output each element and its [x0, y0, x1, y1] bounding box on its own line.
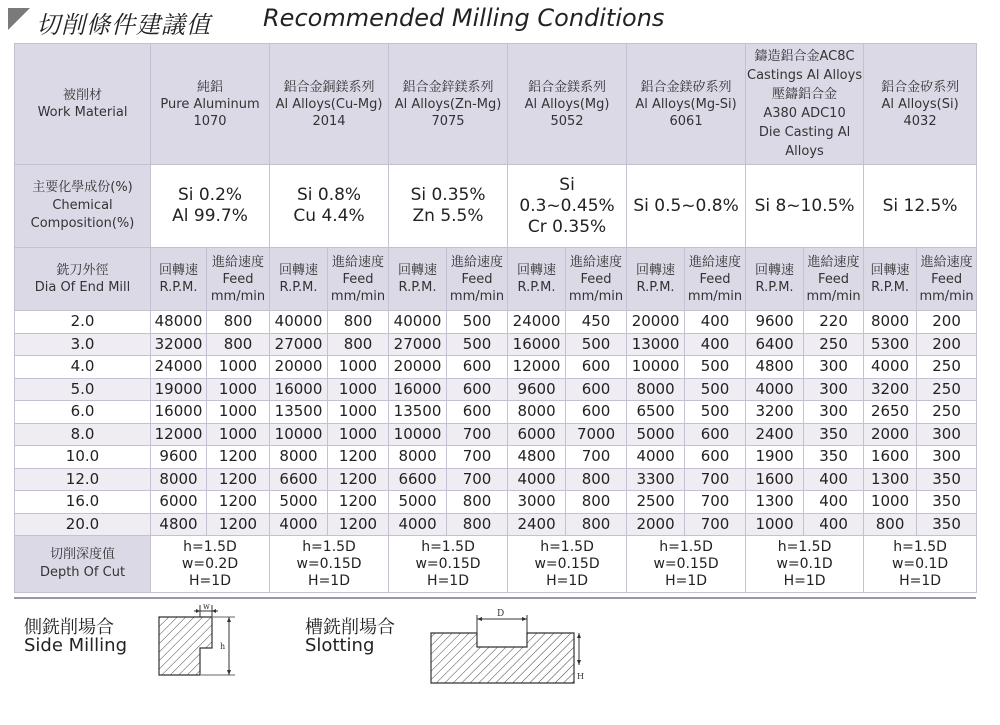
feed-cell: 1200 [328, 446, 389, 469]
material-header: 鋁合金銅鎂系列 Al Alloys(Cu-Mg) 2014 [270, 44, 389, 165]
rpm-cell: 9600 [151, 446, 207, 469]
milling-conditions-table [14, 43, 977, 593]
feed-cell: 1200 [328, 513, 389, 536]
feed-cell: 350 [917, 513, 977, 536]
dia-cell: 2.0 [15, 311, 151, 334]
rpm-cell: 2000 [864, 423, 917, 446]
feed-cell: 1000 [207, 378, 270, 401]
feed-cell: 1000 [207, 401, 270, 424]
rpm-cell: 8000 [270, 446, 328, 469]
feed-cell: 1200 [207, 491, 270, 514]
feed-cell: 250 [917, 401, 977, 424]
rpm-cell: 4000 [270, 513, 328, 536]
composition-row [15, 165, 977, 248]
rpm-header: 回轉速 R.P.M. [270, 248, 328, 311]
table-row [15, 333, 977, 356]
feed-cell: 800 [207, 311, 270, 334]
feed-cell: 700 [685, 468, 746, 491]
dia-cell: 12.0 [15, 468, 151, 491]
rpm-cell: 12000 [508, 356, 566, 379]
depth-cell: h=1.5D w=0.15D H=1D [389, 536, 508, 593]
feed-cell: 600 [566, 378, 627, 401]
feed-cell: 400 [804, 513, 864, 536]
feed-cell: 220 [804, 311, 864, 334]
rpm-cell: 2000 [627, 513, 685, 536]
feed-cell: 600 [566, 401, 627, 424]
table-row [15, 356, 977, 379]
feed-cell: 300 [917, 423, 977, 446]
rpm-cell: 2650 [864, 401, 917, 424]
rpm-cell: 8000 [508, 401, 566, 424]
rpm-cell: 16000 [270, 378, 328, 401]
rpm-cell: 9600 [746, 311, 804, 334]
feed-header: 進給速度 Feed mm/min [566, 248, 627, 311]
feed-cell: 300 [804, 401, 864, 424]
rpm-cell: 8000 [627, 378, 685, 401]
feed-cell: 600 [447, 401, 508, 424]
rpm-cell: 1300 [746, 491, 804, 514]
feed-cell: 500 [685, 401, 746, 424]
depth-cell: h=1.5D w=0.15D H=1D [270, 536, 389, 593]
rpm-cell: 48000 [151, 311, 207, 334]
rpm-cell: 2400 [746, 423, 804, 446]
rpm-cell: 10000 [270, 423, 328, 446]
depth-cell: h=1.5D w=0.15D H=1D [508, 536, 627, 593]
rpm-cell: 6500 [627, 401, 685, 424]
column-header-row [15, 248, 977, 311]
rpm-cell: 16000 [508, 333, 566, 356]
feed-cell: 1200 [328, 491, 389, 514]
feed-header: 進給速度 Feed mm/min [804, 248, 864, 311]
feed-header: 進給速度 Feed mm/min [447, 248, 508, 311]
feed-cell: 1000 [328, 401, 389, 424]
rpm-cell: 4800 [508, 446, 566, 469]
depth-cell: h=1.5D w=0.15D H=1D [627, 536, 746, 593]
svg-text:D: D [497, 609, 505, 619]
feed-cell: 1200 [207, 468, 270, 491]
rpm-cell: 24000 [508, 311, 566, 334]
feed-header: 進給速度 Feed mm/min [328, 248, 389, 311]
dia-cell: 4.0 [15, 356, 151, 379]
composition-cell: Si 0.8% Cu 4.4% [270, 165, 389, 248]
feed-cell: 400 [804, 491, 864, 514]
rpm-cell: 4800 [746, 356, 804, 379]
material-header: 純鋁 Pure Aluminum 1070 [151, 44, 270, 165]
rpm-cell: 2500 [627, 491, 685, 514]
rpm-cell: 1600 [746, 468, 804, 491]
rpm-cell: 3000 [508, 491, 566, 514]
rpm-cell: 16000 [389, 378, 447, 401]
rpm-cell: 3200 [746, 401, 804, 424]
feed-cell: 800 [207, 333, 270, 356]
feed-cell: 500 [566, 333, 627, 356]
feed-cell: 1000 [207, 356, 270, 379]
rpm-cell: 5000 [627, 423, 685, 446]
feed-cell: 300 [804, 378, 864, 401]
feed-cell: 200 [917, 311, 977, 334]
rpm-cell: 3200 [864, 378, 917, 401]
material-header: 鋁合金鎂系列 Al Alloys(Mg) 5052 [508, 44, 627, 165]
feed-cell: 1000 [328, 423, 389, 446]
rpm-cell: 800 [864, 513, 917, 536]
material-header-row [15, 44, 977, 165]
rpm-cell: 4000 [864, 356, 917, 379]
feed-cell: 1200 [207, 513, 270, 536]
feed-cell: 600 [566, 356, 627, 379]
feed-cell: 600 [685, 423, 746, 446]
rpm-cell: 13000 [627, 333, 685, 356]
feed-cell: 1000 [328, 378, 389, 401]
rpm-cell: 40000 [270, 311, 328, 334]
rpm-cell: 20000 [270, 356, 328, 379]
feed-cell: 400 [685, 311, 746, 334]
feed-header: 進給速度 Feed mm/min [685, 248, 746, 311]
feed-cell: 250 [917, 378, 977, 401]
feed-cell: 700 [447, 468, 508, 491]
page-header [0, 0, 1000, 42]
rpm-cell: 13500 [270, 401, 328, 424]
dia-cell: 10.0 [15, 446, 151, 469]
data-rows [15, 311, 977, 536]
rpm-cell: 3300 [627, 468, 685, 491]
rpm-cell: 6400 [746, 333, 804, 356]
rpm-cell: 10000 [389, 423, 447, 446]
rpm-cell: 1000 [864, 491, 917, 514]
dia-cell: 6.0 [15, 401, 151, 424]
feed-cell: 1000 [207, 423, 270, 446]
rpm-cell: 6000 [508, 423, 566, 446]
feed-cell: 200 [917, 333, 977, 356]
dia-cell: 3.0 [15, 333, 151, 356]
triangle-icon [8, 8, 38, 38]
rpm-cell: 5000 [270, 491, 328, 514]
rpm-cell: 12000 [151, 423, 207, 446]
table-row [15, 378, 977, 401]
depth-label: 切削深度值 Depth Of Cut [15, 536, 151, 593]
rpm-cell: 19000 [151, 378, 207, 401]
rpm-cell: 20000 [627, 311, 685, 334]
work-material-label: 被削材 Work Material [15, 44, 151, 165]
rpm-cell: 9600 [508, 378, 566, 401]
side-milling-diagram [157, 603, 257, 683]
dia-cell: 20.0 [15, 513, 151, 536]
feed-cell: 800 [566, 513, 627, 536]
feed-cell: 350 [917, 468, 977, 491]
rpm-cell: 6600 [389, 468, 447, 491]
feed-cell: 500 [685, 356, 746, 379]
rpm-cell: 13500 [389, 401, 447, 424]
depth-cell: h=1.5D w=0.2D H=1D [151, 536, 270, 593]
feed-cell: 800 [566, 491, 627, 514]
svg-text:H: H [577, 672, 584, 681]
feed-cell: 500 [447, 333, 508, 356]
feed-cell: 7000 [566, 423, 627, 446]
rpm-cell: 27000 [389, 333, 447, 356]
rpm-cell: 4800 [151, 513, 207, 536]
composition-cell: Si 0.35% Zn 5.5% [389, 165, 508, 248]
rpm-cell: 8000 [864, 311, 917, 334]
rpm-cell: 6600 [270, 468, 328, 491]
feed-cell: 800 [447, 491, 508, 514]
rpm-header: 回轉速 R.P.M. [389, 248, 447, 311]
table-row [15, 401, 977, 424]
feed-cell: 350 [804, 446, 864, 469]
table-row [15, 446, 977, 469]
composition-cell: Si 0.3~0.45% Cr 0.35% [508, 165, 627, 248]
feed-cell: 600 [447, 378, 508, 401]
rpm-cell: 5000 [389, 491, 447, 514]
material-header: 鋁合金鎂矽系列 Al Alloys(Mg-Si) 6061 [627, 44, 746, 165]
rpm-header: 回轉速 R.P.M. [864, 248, 917, 311]
svg-text:w: w [203, 603, 210, 611]
rpm-cell: 4000 [746, 378, 804, 401]
depth-cell: h=1.5D w=0.1D H=1D [746, 536, 864, 593]
rpm-cell: 1300 [864, 468, 917, 491]
feed-cell: 400 [804, 468, 864, 491]
rpm-cell: 1900 [746, 446, 804, 469]
feed-cell: 500 [447, 311, 508, 334]
rpm-header: 回轉速 R.P.M. [627, 248, 685, 311]
dia-cell: 16.0 [15, 491, 151, 514]
feed-cell: 300 [804, 356, 864, 379]
slotting-diagram [429, 605, 599, 690]
feed-cell: 500 [685, 378, 746, 401]
rpm-cell: 8000 [151, 468, 207, 491]
composition-label: 主要化學成份(%) Chemical Composition(%) [15, 165, 151, 248]
feed-cell: 250 [917, 356, 977, 379]
title-english: Recommended Milling Conditions [263, 4, 665, 32]
material-header: 鑄造鋁合金AC8C Castings Al Alloys 壓鑄鋁合金 A380 ADC10 Die Casting Al Alloys [746, 44, 864, 165]
rpm-cell: 2400 [508, 513, 566, 536]
feed-cell: 800 [328, 311, 389, 334]
rpm-cell: 32000 [151, 333, 207, 356]
feed-cell: 600 [447, 356, 508, 379]
rpm-header: 回轉速 R.P.M. [151, 248, 207, 311]
rpm-cell: 5300 [864, 333, 917, 356]
table-row [15, 423, 977, 446]
rpm-cell: 4000 [627, 446, 685, 469]
feed-cell: 800 [447, 513, 508, 536]
rpm-cell: 4000 [389, 513, 447, 536]
rpm-header: 回轉速 R.P.M. [508, 248, 566, 311]
dia-label: 銑刀外徑 Dia Of End Mill [15, 248, 151, 311]
table-row [15, 513, 977, 536]
slotting-title-en: Slotting [305, 635, 375, 656]
rpm-cell: 20000 [389, 356, 447, 379]
rpm-cell: 6000 [151, 491, 207, 514]
feed-cell: 700 [447, 423, 508, 446]
rpm-header: 回轉速 R.P.M. [746, 248, 804, 311]
table-row [15, 311, 977, 334]
composition-cell: Si 12.5% [864, 165, 977, 248]
rpm-cell: 27000 [270, 333, 328, 356]
feed-header: 進給速度 Feed mm/min [917, 248, 977, 311]
composition-cell: Si 0.5~0.8% [627, 165, 746, 248]
table-row [15, 468, 977, 491]
feed-cell: 1200 [328, 468, 389, 491]
slotting-title-zh: 槽銑削場合 [305, 617, 395, 638]
feed-cell: 300 [917, 446, 977, 469]
rpm-cell: 8000 [389, 446, 447, 469]
feed-cell: 700 [447, 446, 508, 469]
feed-cell: 250 [804, 333, 864, 356]
material-header: 鋁合金矽系列 Al Alloys(Si) 4032 [864, 44, 977, 165]
rpm-cell: 10000 [627, 356, 685, 379]
table-row [15, 491, 977, 514]
side-milling-title-zh: 側銑削場合 [24, 617, 114, 638]
feed-cell: 450 [566, 311, 627, 334]
rpm-cell: 24000 [151, 356, 207, 379]
depth-cell: h=1.5D w=0.1D H=1D [864, 536, 977, 593]
feed-cell: 350 [804, 423, 864, 446]
feed-cell: 600 [685, 446, 746, 469]
composition-cell: Si 0.2% Al 99.7% [151, 165, 270, 248]
rpm-cell: 1000 [746, 513, 804, 536]
feed-cell: 700 [566, 446, 627, 469]
feed-cell: 800 [328, 333, 389, 356]
rpm-cell: 40000 [389, 311, 447, 334]
dia-cell: 5.0 [15, 378, 151, 401]
feed-cell: 350 [917, 491, 977, 514]
depth-of-cut-row [15, 536, 977, 593]
diagram-section [14, 597, 976, 707]
feed-cell: 400 [685, 333, 746, 356]
feed-cell: 1200 [207, 446, 270, 469]
dia-cell: 8.0 [15, 423, 151, 446]
feed-cell: 700 [685, 513, 746, 536]
feed-header: 進給速度 Feed mm/min [207, 248, 270, 311]
composition-cell: Si 8~10.5% [746, 165, 864, 248]
rpm-cell: 1600 [864, 446, 917, 469]
svg-text:h: h [220, 642, 226, 651]
rpm-cell: 4000 [508, 468, 566, 491]
feed-cell: 800 [566, 468, 627, 491]
feed-cell: 700 [685, 491, 746, 514]
material-header: 鋁合金鋅鎂系列 Al Alloys(Zn-Mg) 7075 [389, 44, 508, 165]
side-milling-title-en: Side Milling [24, 635, 128, 656]
feed-cell: 1000 [328, 356, 389, 379]
rpm-cell: 16000 [151, 401, 207, 424]
title-chinese: 切削條件建議值 [36, 11, 211, 39]
